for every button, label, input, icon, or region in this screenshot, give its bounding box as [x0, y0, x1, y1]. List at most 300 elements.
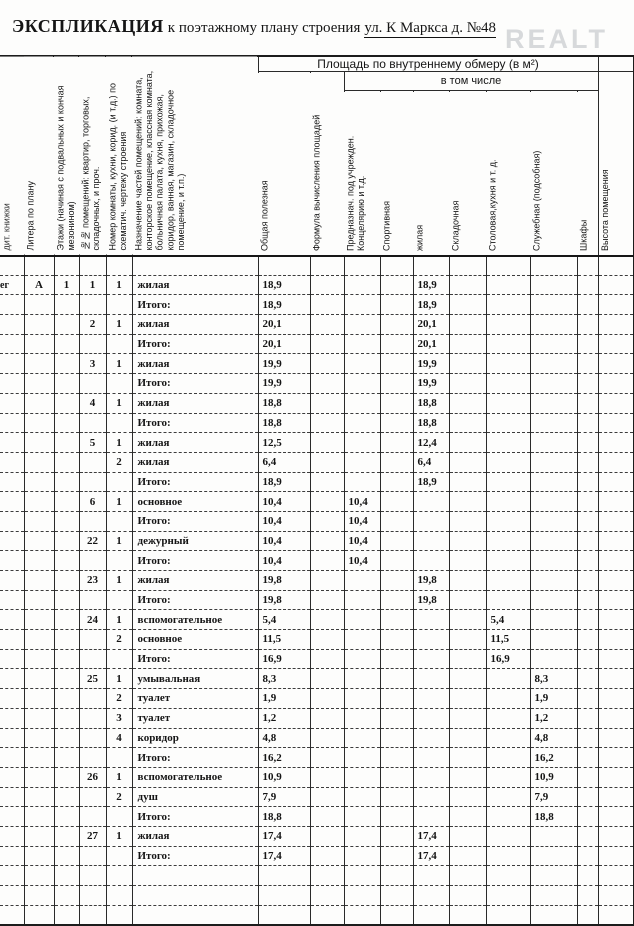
table-cell	[54, 334, 79, 354]
table-cell	[24, 708, 54, 728]
table-cell	[577, 334, 598, 354]
table-cell	[24, 826, 54, 846]
table-cell: 1	[54, 275, 79, 295]
table-cell	[449, 748, 486, 768]
table-cell: умывальная	[132, 669, 258, 689]
table-cell	[344, 610, 380, 630]
table-cell	[486, 846, 530, 866]
table-cell	[344, 866, 380, 886]
table-cell	[380, 886, 413, 906]
table-cell: 20,1	[258, 315, 310, 335]
table-cell: 8,3	[258, 669, 310, 689]
table-cell: 1	[106, 826, 132, 846]
table-cell	[577, 354, 598, 374]
table-cell: 6,4	[413, 452, 449, 472]
table-cell: 1	[106, 492, 132, 512]
table-cell	[413, 551, 449, 571]
table-cell	[344, 748, 380, 768]
table-cell	[598, 846, 634, 866]
table-cell	[530, 275, 577, 295]
table-cell	[486, 452, 530, 472]
table-cell	[79, 590, 106, 610]
table-cell	[0, 767, 24, 787]
table-cell	[0, 590, 24, 610]
table-cell	[54, 787, 79, 807]
table-cell	[310, 649, 344, 669]
table-cell	[577, 886, 598, 906]
table-cell	[449, 472, 486, 492]
table-cell	[310, 866, 344, 886]
table-cell: 4	[79, 393, 106, 413]
table-cell	[577, 571, 598, 591]
table-cell: 1	[106, 571, 132, 591]
table-cell: 18,9	[258, 295, 310, 315]
table-cell	[380, 413, 413, 433]
table-cell	[577, 708, 598, 728]
table-cell	[310, 708, 344, 728]
column-header-room-height: Высота помещения	[598, 72, 634, 256]
table-cell	[449, 452, 486, 472]
table-cell	[486, 905, 530, 925]
table-cell	[0, 826, 24, 846]
table-cell	[380, 708, 413, 728]
table-cell	[577, 905, 598, 925]
table-cell	[598, 630, 634, 650]
table-cell	[449, 767, 486, 787]
table-cell	[449, 571, 486, 591]
table-cell	[54, 452, 79, 472]
table-cell	[530, 433, 577, 453]
table-cell	[0, 551, 24, 571]
table-cell	[310, 551, 344, 571]
table-cell: 11,5	[486, 630, 530, 650]
table-cell	[106, 748, 132, 768]
table-cell	[449, 551, 486, 571]
table-cell	[486, 275, 530, 295]
table-cell	[380, 295, 413, 315]
table-cell	[380, 767, 413, 787]
table-cell	[530, 649, 577, 669]
table-cell	[79, 905, 106, 925]
table-cell	[79, 866, 106, 886]
table-cell: 12,5	[258, 433, 310, 453]
table-cell	[380, 492, 413, 512]
table-cell	[577, 315, 598, 335]
page-title	[12, 16, 496, 37]
table-cell	[380, 826, 413, 846]
table-cell	[380, 256, 413, 276]
table-cell: 10,4	[344, 492, 380, 512]
table-cell	[413, 886, 449, 906]
table-cell	[449, 649, 486, 669]
table-cell: А	[24, 275, 54, 295]
table-cell	[79, 846, 106, 866]
table-cell	[344, 767, 380, 787]
table-cell	[413, 905, 449, 925]
table-cell	[598, 551, 634, 571]
table-cell	[344, 826, 380, 846]
table-cell: 8,3	[530, 669, 577, 689]
table-cell	[530, 590, 577, 610]
table-cell: Итого:	[132, 472, 258, 492]
table-cell	[0, 846, 24, 866]
column-header-living: жилая	[413, 91, 449, 256]
column-header-area-span: Площадь по внутреннему обмеру (в м²)	[258, 56, 598, 72]
table-row	[0, 334, 634, 354]
table-cell	[413, 610, 449, 630]
table-cell: коридор	[132, 728, 258, 748]
table-cell	[449, 689, 486, 709]
table-cell: 7,9	[530, 787, 577, 807]
table-cell	[598, 689, 634, 709]
table-row	[0, 787, 634, 807]
table-cell	[380, 275, 413, 295]
table-cell: туалет	[132, 708, 258, 728]
table-cell: 26	[79, 767, 106, 787]
table-cell	[413, 807, 449, 827]
table-cell	[132, 866, 258, 886]
table-cell	[577, 689, 598, 709]
table-cell	[577, 275, 598, 295]
table-cell: 1,9	[258, 689, 310, 709]
table-cell: 10,4	[258, 531, 310, 551]
table-cell: основное	[132, 492, 258, 512]
table-row	[0, 630, 634, 650]
table-cell	[79, 886, 106, 906]
table-cell: Итого:	[132, 295, 258, 315]
table-row	[0, 728, 634, 748]
table-cell: Итого:	[132, 846, 258, 866]
table-cell: 10,4	[344, 531, 380, 551]
table-cell: 3	[106, 708, 132, 728]
table-cell	[577, 846, 598, 866]
explication-table	[0, 55, 634, 926]
table-cell	[24, 748, 54, 768]
table-cell	[413, 531, 449, 551]
table-cell: 1	[106, 531, 132, 551]
table-cell: 10,4	[258, 492, 310, 512]
table-cell	[54, 315, 79, 335]
table-cell	[449, 630, 486, 650]
table-cell	[24, 452, 54, 472]
table-cell	[79, 630, 106, 650]
table-cell	[577, 630, 598, 650]
table-cell	[380, 571, 413, 591]
table-row	[0, 689, 634, 709]
column-header-service: Служебная (подсобная)	[530, 91, 577, 256]
table-cell	[577, 807, 598, 827]
table-cell	[413, 630, 449, 650]
table-cell	[0, 492, 24, 512]
table-cell	[310, 452, 344, 472]
table-cell	[310, 315, 344, 335]
table-cell	[486, 590, 530, 610]
table-cell	[132, 256, 258, 276]
table-cell: 5,4	[258, 610, 310, 630]
table-cell	[79, 256, 106, 276]
table-cell	[79, 334, 106, 354]
table-cell	[106, 846, 132, 866]
table-cell	[106, 256, 132, 276]
table-cell	[344, 275, 380, 295]
table-cell: жилая	[132, 433, 258, 453]
table-row	[0, 433, 634, 453]
table-cell	[598, 256, 634, 276]
table-cell	[486, 571, 530, 591]
table-cell	[106, 866, 132, 886]
table-cell	[598, 433, 634, 453]
table-cell	[54, 295, 79, 315]
table-cell	[79, 728, 106, 748]
table-cell	[344, 807, 380, 827]
table-cell	[24, 315, 54, 335]
table-cell	[24, 787, 54, 807]
table-cell	[0, 571, 24, 591]
table-row	[0, 905, 634, 925]
table-cell	[344, 374, 380, 394]
table-cell	[54, 511, 79, 531]
table-row	[0, 590, 634, 610]
table-cell	[530, 472, 577, 492]
table-cell	[54, 669, 79, 689]
table-body	[0, 256, 634, 925]
table-cell: 19,9	[258, 354, 310, 374]
table-cell	[0, 413, 24, 433]
table-cell	[344, 295, 380, 315]
table-cell	[380, 905, 413, 925]
table-cell	[0, 334, 24, 354]
table-cell	[598, 826, 634, 846]
table-cell	[486, 551, 530, 571]
table-cell	[24, 413, 54, 433]
table-cell	[577, 590, 598, 610]
table-cell	[0, 472, 24, 492]
table-cell	[54, 630, 79, 650]
table-cell: 2	[106, 787, 132, 807]
table-cell	[449, 374, 486, 394]
table-cell	[530, 610, 577, 630]
table-cell	[380, 531, 413, 551]
column-header-floors: Этажи (начиная с подвальных и кончая мезонином)	[54, 56, 79, 256]
table-cell	[577, 610, 598, 630]
table-cell	[310, 846, 344, 866]
table-cell: 18,9	[413, 295, 449, 315]
table-cell	[258, 866, 310, 886]
table-cell	[598, 413, 634, 433]
table-row	[0, 551, 634, 571]
table-cell	[577, 472, 598, 492]
table-cell	[380, 374, 413, 394]
table-cell: 12,4	[413, 433, 449, 453]
table-cell	[344, 787, 380, 807]
column-header-sport: Спортивная	[380, 91, 413, 256]
title-word: ЭКСПЛИКАЦИЯ	[12, 16, 164, 36]
table-cell	[486, 374, 530, 394]
table-cell	[380, 807, 413, 827]
table-cell	[577, 433, 598, 453]
table-cell: 19,9	[413, 354, 449, 374]
table-cell	[344, 728, 380, 748]
table-cell	[413, 256, 449, 276]
table-cell	[24, 551, 54, 571]
table-cell: 18,9	[413, 472, 449, 492]
table-cell	[577, 374, 598, 394]
table-cell	[380, 610, 413, 630]
table-cell	[530, 826, 577, 846]
table-cell	[79, 689, 106, 709]
table-cell	[79, 472, 106, 492]
table-cell	[310, 826, 344, 846]
table-cell	[380, 452, 413, 472]
table-cell	[54, 590, 79, 610]
table-cell	[54, 551, 79, 571]
table-cell	[598, 511, 634, 531]
table-cell	[380, 669, 413, 689]
table-cell: 10,9	[530, 767, 577, 787]
table-cell: 19,8	[258, 571, 310, 591]
table-cell	[486, 256, 530, 276]
table-cell	[310, 571, 344, 591]
table-cell	[577, 413, 598, 433]
table-row	[0, 472, 634, 492]
table-cell: 2	[79, 315, 106, 335]
table-cell	[449, 807, 486, 827]
table-cell	[530, 846, 577, 866]
table-cell	[598, 334, 634, 354]
table-cell	[598, 354, 634, 374]
table-cell	[258, 905, 310, 925]
table-cell	[24, 531, 54, 551]
table-cell	[449, 295, 486, 315]
table-cell	[530, 492, 577, 512]
table-cell	[486, 413, 530, 433]
table-cell	[530, 374, 577, 394]
table-cell	[486, 354, 530, 374]
table-cell	[0, 905, 24, 925]
table-cell	[577, 669, 598, 689]
table-cell	[449, 334, 486, 354]
table-cell	[577, 295, 598, 315]
table-cell	[24, 866, 54, 886]
table-cell	[0, 452, 24, 472]
table-cell	[310, 492, 344, 512]
table-cell	[344, 590, 380, 610]
table-cell	[106, 374, 132, 394]
table-cell	[344, 708, 380, 728]
table-cell	[344, 315, 380, 335]
column-header-ledger-fragment: дит. книжки	[0, 56, 24, 256]
table-cell	[54, 767, 79, 787]
table-cell: жилая	[132, 354, 258, 374]
table-cell: 16,2	[258, 748, 310, 768]
table-cell	[598, 708, 634, 728]
table-cell: 5	[79, 433, 106, 453]
table-cell	[598, 767, 634, 787]
table-cell	[577, 787, 598, 807]
table-cell	[577, 767, 598, 787]
table-cell	[380, 866, 413, 886]
table-cell	[598, 531, 634, 551]
column-header-total-useful: Общая полезная	[258, 72, 310, 256]
table-cell: 1	[106, 610, 132, 630]
corner-cell	[598, 56, 634, 72]
table-cell	[380, 315, 413, 335]
table-cell	[310, 354, 344, 374]
column-header-designated: Предназнач. под учрежден. Концелярию и т.д.	[344, 91, 380, 256]
table-row	[0, 886, 634, 906]
table-cell	[530, 354, 577, 374]
table-cell: жилая	[132, 275, 258, 295]
table-cell	[24, 472, 54, 492]
table-cell	[54, 748, 79, 768]
table-cell	[310, 689, 344, 709]
table-cell	[0, 610, 24, 630]
table-cell	[0, 374, 24, 394]
table-cell	[106, 295, 132, 315]
table-cell: дежурный	[132, 531, 258, 551]
table-cell	[310, 767, 344, 787]
table-cell: 19,9	[413, 374, 449, 394]
table-cell	[486, 807, 530, 827]
table-cell	[598, 571, 634, 591]
table-row	[0, 649, 634, 669]
table-cell	[24, 807, 54, 827]
table-cell	[486, 472, 530, 492]
table-cell	[380, 728, 413, 748]
table-cell	[486, 295, 530, 315]
table-cell	[54, 728, 79, 748]
table-cell	[24, 374, 54, 394]
table-cell: 10,9	[258, 767, 310, 787]
table-cell	[0, 511, 24, 531]
table-cell	[54, 807, 79, 827]
table-cell	[577, 551, 598, 571]
table-cell	[449, 846, 486, 866]
table-row	[0, 354, 634, 374]
table-cell	[413, 689, 449, 709]
table-cell	[598, 452, 634, 472]
table-cell: 17,4	[258, 826, 310, 846]
table-cell	[486, 866, 530, 886]
table-cell	[310, 511, 344, 531]
table-row	[0, 767, 634, 787]
table-cell	[24, 492, 54, 512]
table-cell	[79, 413, 106, 433]
table-cell	[106, 886, 132, 906]
table-cell	[486, 708, 530, 728]
table-cell	[530, 866, 577, 886]
table-cell: Итого:	[132, 413, 258, 433]
table-cell: 19,8	[413, 590, 449, 610]
column-header-premise-numbers: №№ помещений: квартир, торговых, складочных, и проч.	[79, 56, 106, 256]
table-cell	[344, 393, 380, 413]
table-cell	[530, 511, 577, 531]
table-cell: жилая	[132, 452, 258, 472]
table-cell	[449, 905, 486, 925]
table-cell: 1	[79, 275, 106, 295]
table-cell: 10,4	[344, 551, 380, 571]
table-cell	[310, 256, 344, 276]
table-cell	[0, 728, 24, 748]
table-cell: 18,9	[258, 472, 310, 492]
table-cell	[0, 669, 24, 689]
table-row	[0, 531, 634, 551]
table-row	[0, 492, 634, 512]
table-cell	[577, 728, 598, 748]
table-cell	[54, 472, 79, 492]
table-cell	[54, 610, 79, 630]
watermark: REALT	[505, 24, 608, 54]
